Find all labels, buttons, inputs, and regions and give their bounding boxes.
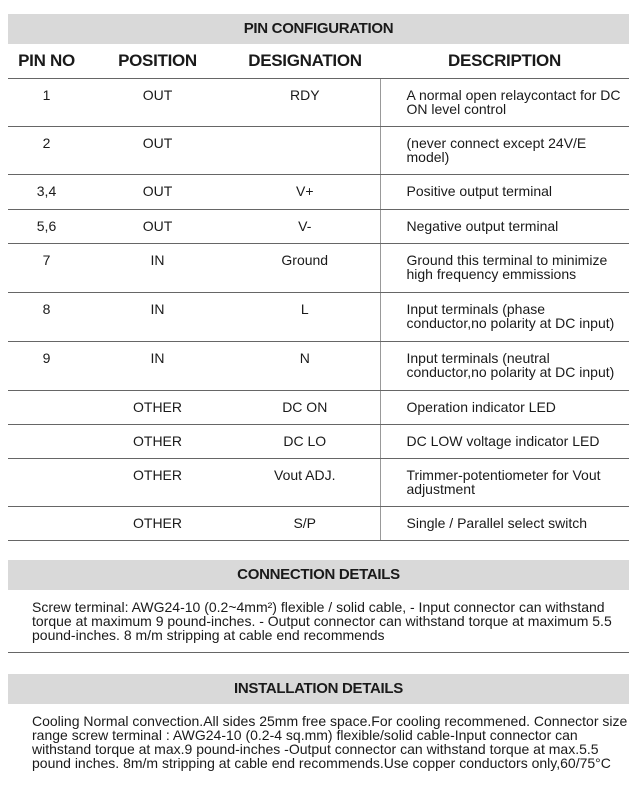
installation-details-text: Cooling Normal convection.All sides 25mm free space.For cooling recommened. Connector size range screw terminal : AWG24-10 (0.2-4 sq.mm) flexible/solid cable-Input connector can withstand torque at max.9 pound-inches -Output connector can withstand torque at max.5.5 pound inches. 8m/m stripping at cable end recommends.Use copper conductors only,60/75°C — [32, 713, 628, 771]
designation-cell: DC LO — [230, 425, 380, 459]
table-row — [8, 425, 629, 459]
table-header-row — [8, 44, 629, 79]
pin-no-cell — [8, 459, 85, 507]
position-cell: IN — [85, 342, 230, 391]
table-row — [8, 342, 629, 391]
description-cell: Single / Parallel select switch — [380, 507, 629, 541]
description-cell: A normal open relaycontact for DC ON level control — [380, 79, 629, 127]
pin-no-cell — [8, 425, 85, 459]
connection-divider — [8, 652, 629, 653]
designation-cell: N — [230, 342, 380, 391]
position-cell: OTHER — [85, 391, 230, 425]
installation-details-title: INSTALLATION DETAILS — [8, 674, 629, 704]
designation-cell: Vout ADJ. — [230, 459, 380, 507]
table-row — [8, 507, 629, 541]
pin-no-cell — [8, 391, 85, 425]
designation-cell: V- — [230, 210, 380, 244]
designation-cell — [230, 127, 380, 175]
pin-no-cell: 8 — [8, 293, 85, 342]
description-cell: Input terminals (neutral conductor,no polarity at DC input) — [380, 342, 629, 391]
position-cell: OUT — [85, 210, 230, 244]
pin-no-cell: 5,6 — [8, 210, 85, 244]
pin-no-cell: 9 — [8, 342, 85, 391]
description-cell: Input terminals (phase conductor,no polarity at DC input) — [380, 293, 629, 342]
table-row — [8, 79, 629, 127]
pin-configuration-title: PIN CONFIGURATION — [8, 14, 629, 44]
designation-cell: Ground — [230, 244, 380, 293]
pin-no-cell — [8, 507, 85, 541]
table-row — [8, 210, 629, 244]
connection-details-text: Screw terminal: AWG24-10 (0.2~4mm²) flexible / solid cable, - Input connector can withstand torque at maximum 9 pound-inches. - Output connector can withstand torque at maximum 5.5 pound-inches. 8 m/m stripping at cable end recommends — [32, 599, 612, 643]
header-description: DESCRIPTION — [380, 44, 629, 79]
connection-details-title: CONNECTION DETAILS — [8, 560, 629, 590]
table-row — [8, 293, 629, 342]
table-row — [8, 127, 629, 175]
position-cell: IN — [85, 293, 230, 342]
pin-no-cell: 2 — [8, 127, 85, 175]
position-cell: OTHER — [85, 507, 230, 541]
header-position: POSITION — [85, 44, 230, 79]
description-cell: Operation indicator LED — [380, 391, 629, 425]
description-cell: (never connect except 24V/E model) — [380, 127, 629, 175]
designation-cell: L — [230, 293, 380, 342]
designation-cell: S/P — [230, 507, 380, 541]
pin-no-cell: 1 — [8, 79, 85, 127]
position-cell: OUT — [85, 79, 230, 127]
designation-cell: V+ — [230, 175, 380, 210]
position-cell: IN — [85, 244, 230, 293]
description-cell: Trimmer-potentiometer for Vout adjustment — [380, 459, 629, 507]
position-cell: OUT — [85, 175, 230, 210]
table-row — [8, 391, 629, 425]
header-pin-no: PIN NO — [8, 44, 85, 79]
pin-no-cell: 3,4 — [8, 175, 85, 210]
description-cell: Positive output terminal — [380, 175, 629, 210]
header-designation: DESIGNATION — [230, 44, 380, 79]
description-cell: Negative output terminal — [380, 210, 629, 244]
designation-cell: DC ON — [230, 391, 380, 425]
pin-no-cell: 7 — [8, 244, 85, 293]
designation-cell: RDY — [230, 79, 380, 127]
pin-configuration-table — [8, 44, 629, 541]
position-cell: OUT — [85, 127, 230, 175]
description-cell: DC LOW voltage indicator LED — [380, 425, 629, 459]
table-row — [8, 175, 629, 210]
table-row — [8, 459, 629, 507]
table-row — [8, 244, 629, 293]
description-cell: Ground this terminal to minimize high frequency emmissions — [380, 244, 629, 293]
position-cell: OTHER — [85, 459, 230, 507]
position-cell: OTHER — [85, 425, 230, 459]
